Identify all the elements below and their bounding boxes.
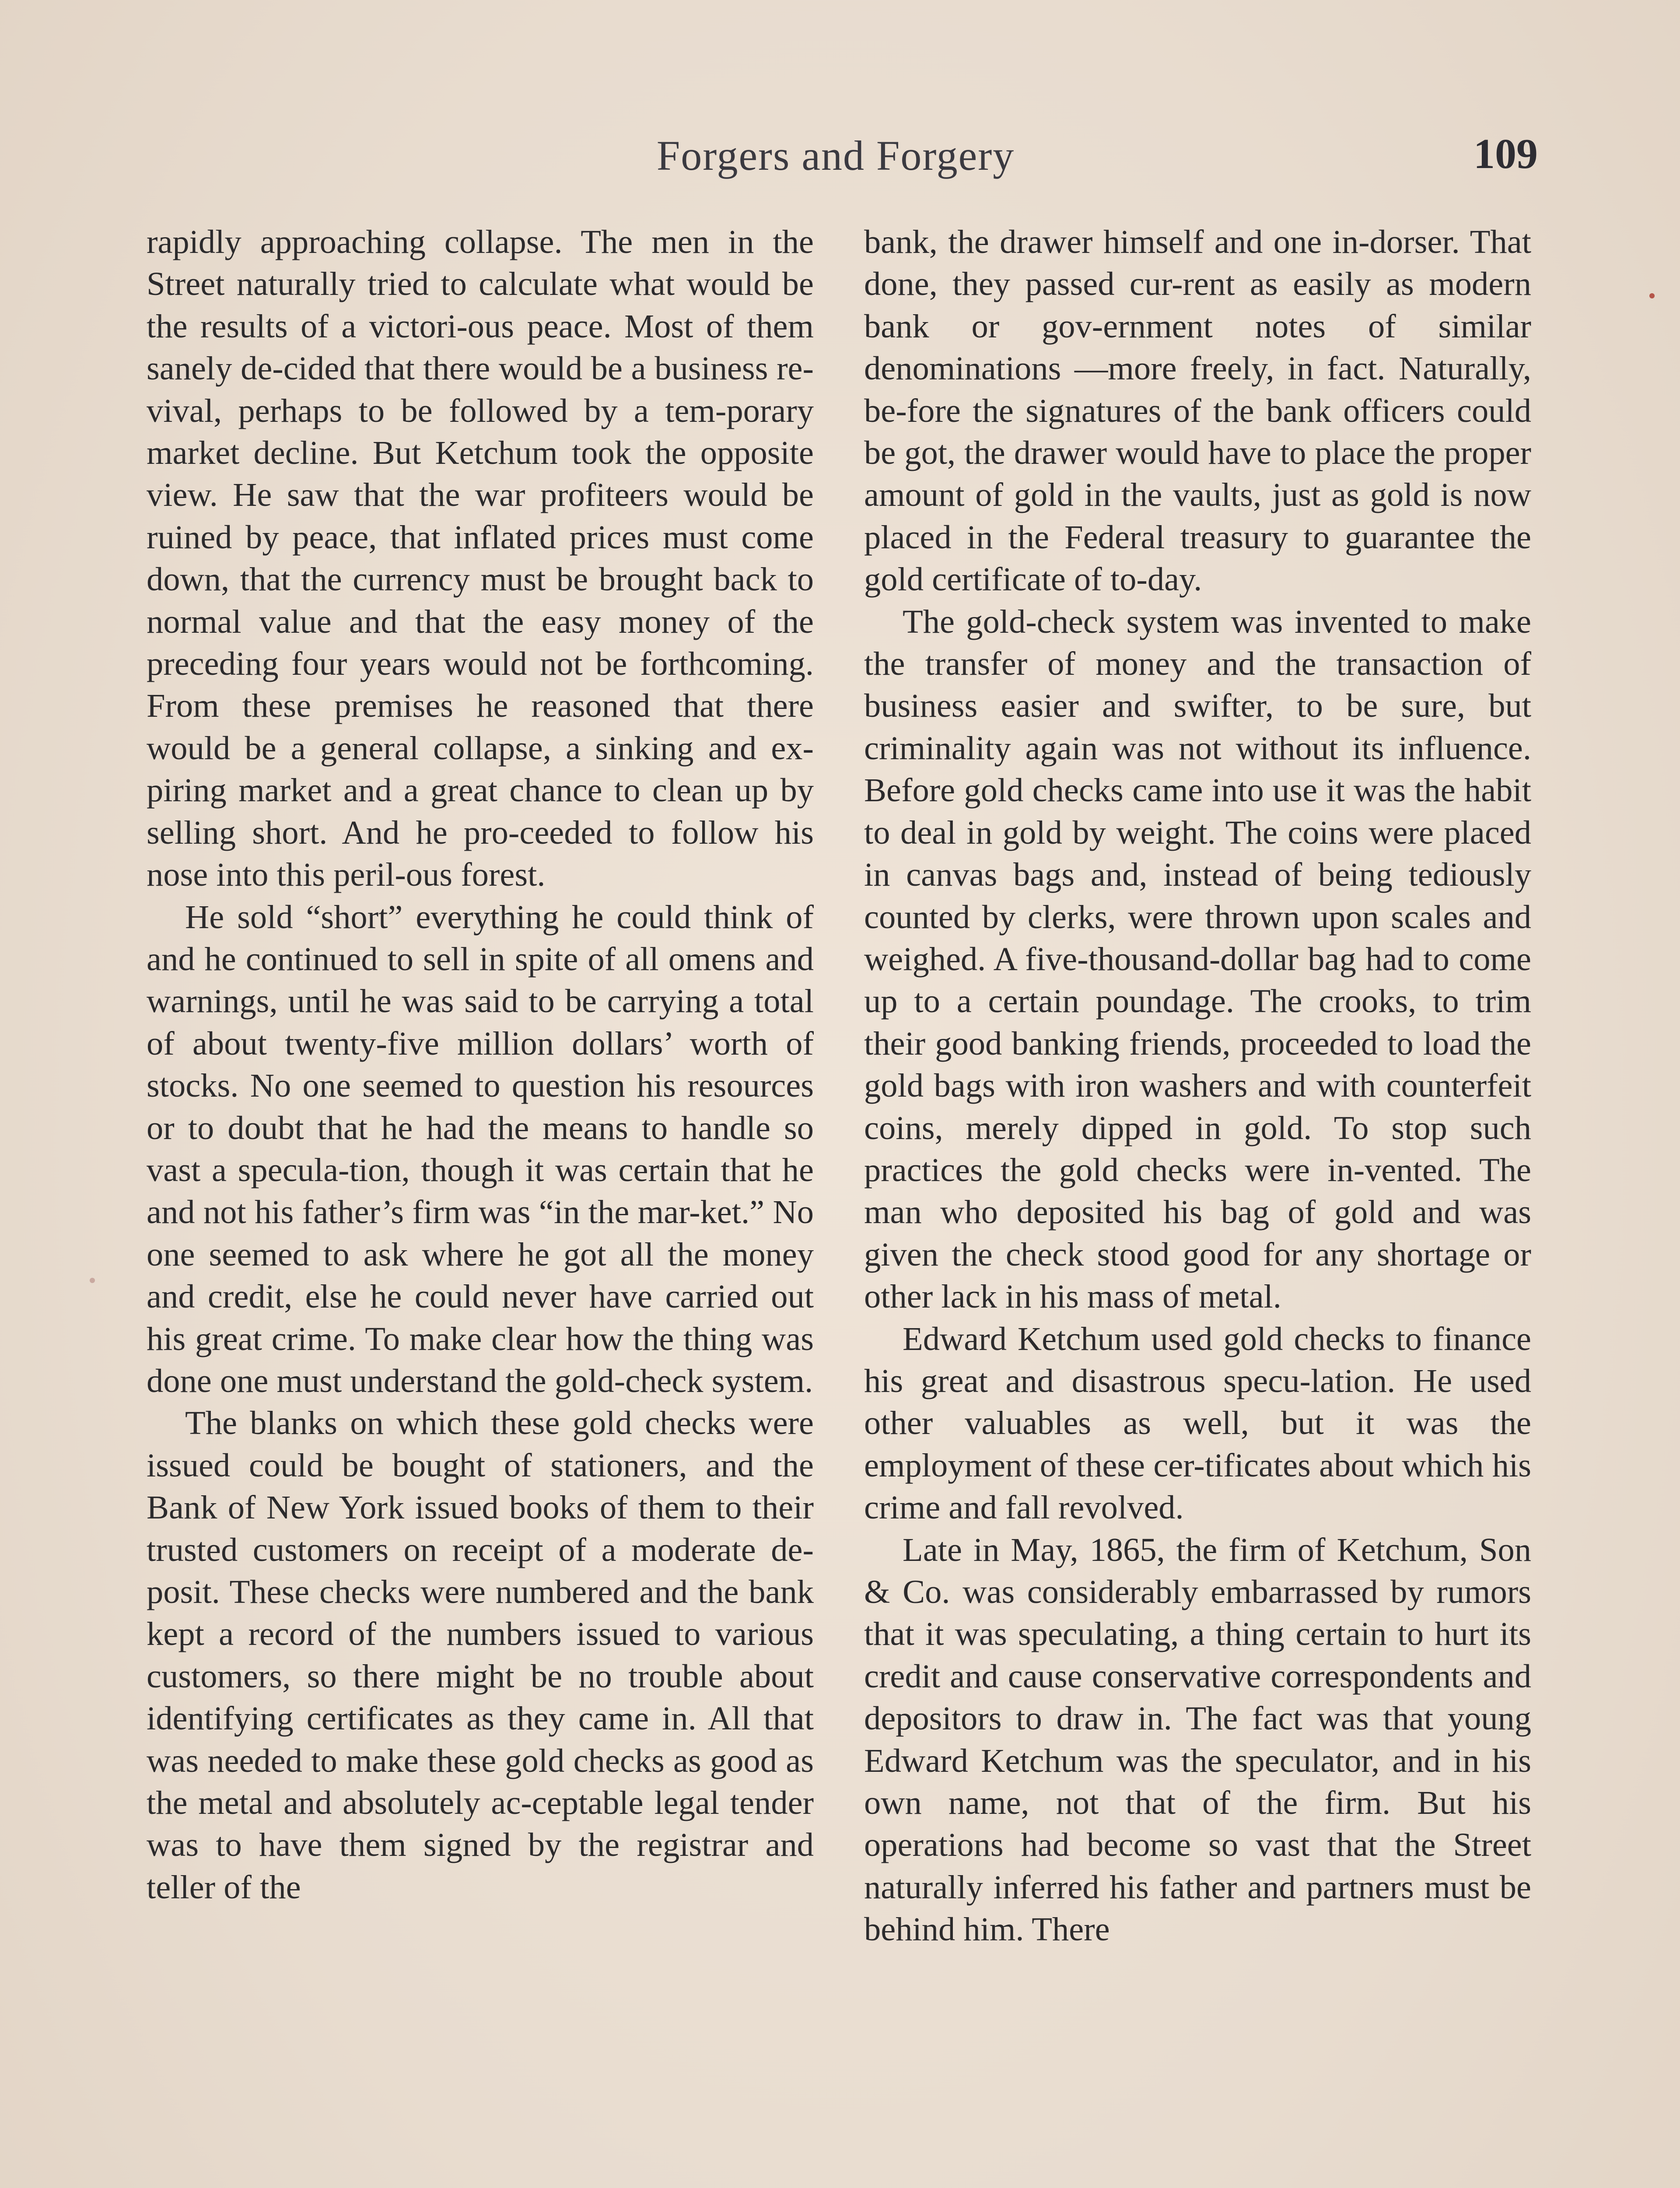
paragraph: Late in May, 1865, the firm of Ketchum, Son & Co. was considerably embarrassed by rumors that it was speculating, a thing certain to hurt its credit and cause conservative correspondents and depositors to draw in. The fact was that young Edward Ketchum was the speculator, and in his own name, not that of the firm. But his operations had become so vast that the Street naturally inferred his father and partners must be behind him. There: [864, 1531, 1531, 1948]
paragraph: The gold-check system was invented to make the transfer of money and the transaction of business easier and swifter, to be sure, but criminality again was not without its influence. Before gold checks came into use it was the habit to deal in gold by weight. The coins were placed in canvas bags and, instead of being tediously counted by clerks, were thrown upon scales and weighed. A five-thousand-dollar bag had to come up to a certain poundage. The crooks, to trim their good banking friends, proceeded to load the gold bags with iron washers and with counterfeit coins, merely dipped in gold. To stop such practices the gold checks were in-vented. The man who deposited his bag of gold and was given the check stood good for any shortage or other lack in his mass of metal.: [864, 603, 1531, 1315]
paragraph: rapidly approaching collapse. The men in the Street naturally tried to calculate what would be the results of a victori-ous peace. Most of them sanely de-cided that there would be a business re-vival, perhaps to be followed by a tem-porary market decline. But Ketchum took the opposite view. He saw that the war profiteers would be ruined by peace, that inflated prices must come down, that the currency must be brought back to normal value and that the easy money of the preceding four years would not be forthcoming. From these premises he reasoned that there would be a general collapse, a sinking and ex-piring market and a great chance to clean up by selling short. And he pro-ceeded to follow his nose into this peril-ous forest.: [147, 223, 814, 894]
paragraph: The blanks on which these gold checks were issued could be bought of stationers, and the Bank of New York issued books of them to their trusted customers on receipt of a moderate de-posit. These checks were numbered and the bank kept a record of the numbers issued to various customers, so there might be no trouble about identifying certificates as they came in. All that was needed to make these gold checks as good as the metal and absolutely ac-ceptable legal tender was to have them signed by the registrar and teller of the: [147, 1404, 814, 1906]
right-column: [864, 221, 1531, 1951]
page-number: 109: [1474, 130, 1538, 178]
running-title: Forgers and Forgery: [656, 132, 1015, 179]
running-head: [0, 131, 1680, 193]
left-column: [147, 221, 814, 1908]
paragraph: bank, the drawer himself and one in-dorser. That done, they passed cur-rent as easily as modern bank or gov-ernment notes of similar denominations —more freely, in fact. Naturally, be-fore the signatures of the bank officers could be got, the drawer would have to place the proper amount of gold in the vaults, just as gold is now placed in the Federal treasury to guarantee the gold certificate of to-day.: [864, 223, 1531, 598]
paragraph: Edward Ketchum used gold checks to finance his great and disastrous specu-lation. He used other valuables as well, but it was the employment of these cer-tificates about which his crime and fall revolved.: [864, 1320, 1531, 1526]
paragraph: He sold “short” everything he could think of and he continued to sell in spite of all omens and warnings, until he was said to be carrying a total of about twenty-five million dollars’ worth of stocks. No one seemed to question his resources or to doubt that he had the means to handle so vast a specula-tion, though it was certain that he and not his father’s firm was “in the mar-ket.” No one seemed to ask where he got all the money and credit, else he could never have carried out his great crime. To make clear how the thing was done one must understand the gold-check system.: [147, 898, 814, 1399]
paper-speck: [90, 1278, 95, 1283]
paper-speck: [1649, 293, 1655, 298]
